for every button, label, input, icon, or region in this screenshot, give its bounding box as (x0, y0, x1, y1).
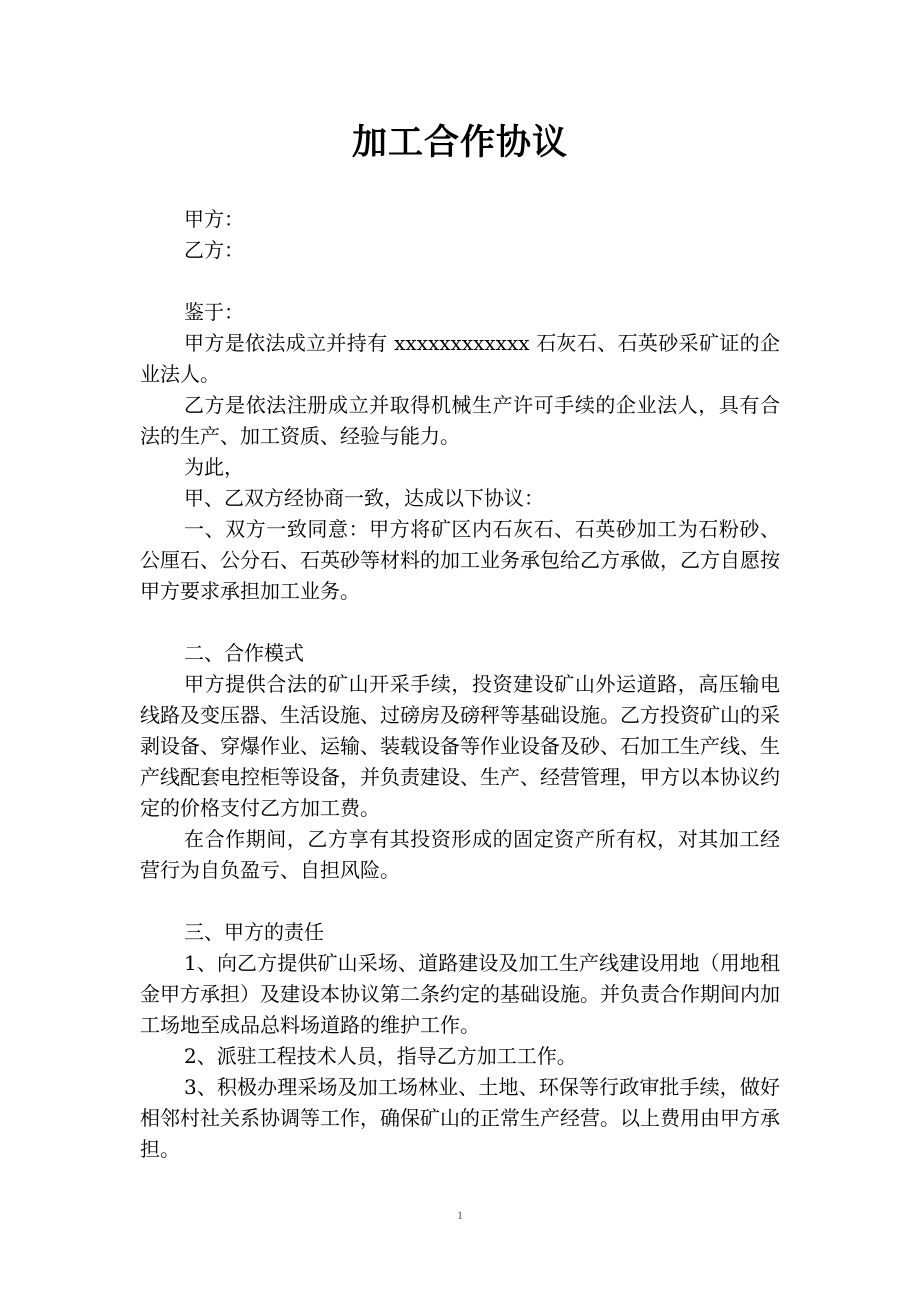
spacer (140, 266, 780, 297)
document-body (140, 204, 780, 1165)
section-3-item: 1、向乙方提供矿山采场、道路建设及加工生产线建设用地（用地租金甲方承担）及建设本协议第二条约定的基础设施。并负责合作期间内加工场地至成品总料场道路的维护工作。 (140, 951, 780, 1037)
party-a-line: 甲方： (184, 207, 244, 231)
spacer (140, 607, 780, 638)
section-2-paragraph: 甲方提供合法的矿山开采手续，投资建设矿山外运道路，高压输电线路及变压器、生活设施、过磅房及磅秤等基础设施。乙方投资矿山的采剥设备、穿爆作业、运输、装载设备等作业设备及砂、石加工生产线、生产线配套电控柜等设备，并负责建设、生产、经营管理，甲方以本协议约定的价格支付乙方加工费。 (140, 672, 780, 820)
whereas-heading: 鉴于： (184, 300, 244, 324)
recital-party-a: 甲方是依法成立并持有 xxxxxxxxxxxx 石灰石、石英砂采矿证的企业法人。 (140, 331, 780, 386)
section-3-item: 2、派驻工程技术人员，指导乙方加工工作。 (184, 1044, 577, 1068)
spacer (140, 886, 780, 917)
section-2-paragraph: 在合作期间，乙方享有其投资形成的固定资产所有权，对其加工经营行为自负盈亏、自担风险。 (140, 827, 780, 882)
section-3-heading: 三、甲方的责任 (184, 920, 324, 944)
recital-agreement: 甲、乙双方经协商一致，达成以下协议： (184, 486, 544, 510)
page-number: 1 (457, 1208, 463, 1222)
section-2-heading: 二、合作模式 (184, 641, 304, 665)
recital-party-b: 乙方是依法注册成立并取得机械生产许可手续的企业法人，具有合法的生产、加工资质、经验与能力。 (140, 393, 780, 448)
clause-1: 一、双方一致同意：甲方将矿区内石灰石、石英砂加工为石粉砂、公厘石、公分石、石英砂等材料的加工业务承包给乙方承做，乙方自愿按甲方要求承担加工业务。 (140, 517, 780, 603)
document-title: 加工合作协议 (351, 123, 568, 163)
section-3-item: 3、积极办理采场及加工场林业、土地、环保等行政审批手续，做好相邻村社关系协调等工作，确保矿山的正常生产经营。以上费用由甲方承担。 (140, 1075, 780, 1161)
recital-therefore: 为此， (184, 455, 244, 479)
party-b-line: 乙方： (184, 238, 244, 262)
